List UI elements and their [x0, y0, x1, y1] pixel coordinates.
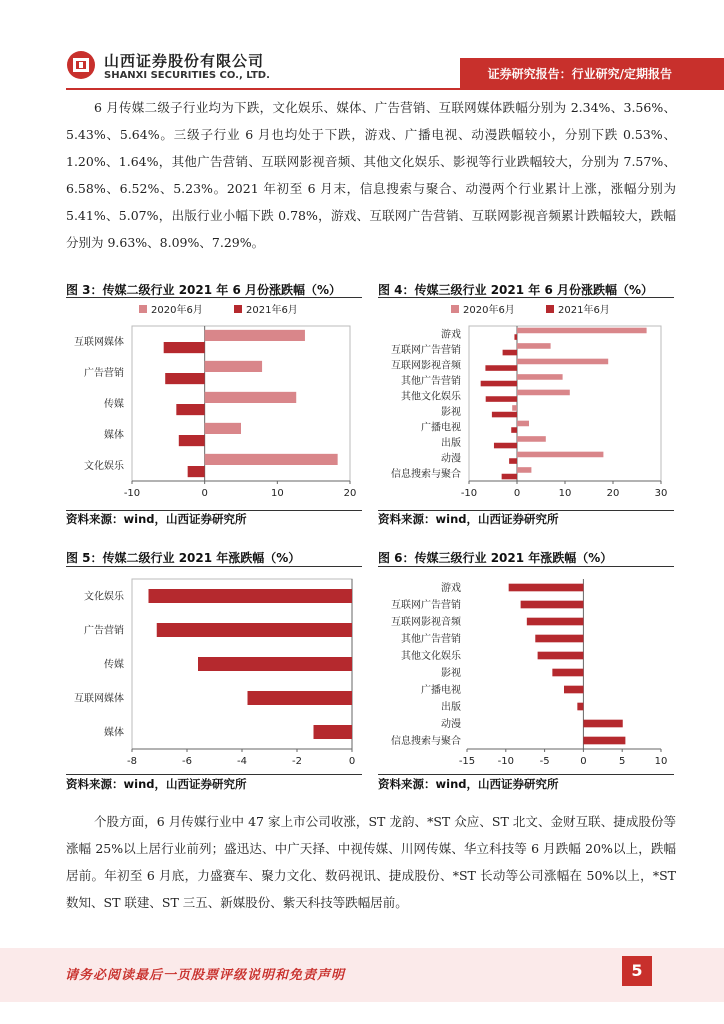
bar-2021 — [165, 373, 204, 384]
bar-2021 — [494, 443, 517, 449]
bar-2021 — [188, 466, 205, 477]
bar-2020 — [512, 405, 517, 411]
category-label: 广告营销 — [84, 625, 124, 637]
bar-2021 — [527, 618, 584, 626]
bar-2021 — [485, 365, 517, 371]
legend-swatch — [139, 305, 147, 313]
figure-6-source: 资料来源：wind，山西证券研究所 — [378, 777, 559, 791]
bar-2021 — [481, 381, 517, 387]
x-tick-label: 0 — [513, 488, 521, 499]
category-label: 文化娱乐 — [84, 461, 124, 472]
category-label: 互联网影视音频 — [391, 617, 461, 628]
figure-4-title: 图 4：传媒三级行业 2021 年 6 月份涨跌幅（%） — [378, 283, 654, 297]
page-footer — [0, 948, 724, 1002]
bar-2020 — [517, 328, 647, 334]
plot-area-frame — [469, 326, 661, 481]
legend-label: 2021年6月 — [558, 305, 610, 316]
fig6-svg — [378, 567, 674, 773]
fig5-svg — [66, 567, 362, 773]
figure-5-source: 资料来源：wind，山西证券研究所 — [66, 777, 247, 791]
bar-2021 — [503, 350, 517, 356]
bar-2021 — [492, 412, 517, 418]
bar-2020 — [205, 361, 262, 372]
x-tick-label: 20 — [606, 488, 620, 499]
company-logo-icon — [66, 50, 96, 80]
bar-2020 — [205, 392, 297, 403]
x-tick-label: 30 — [654, 488, 668, 499]
bar-2021 — [509, 584, 584, 592]
bar-2020 — [517, 436, 546, 442]
category-label: 其他广告营销 — [401, 634, 461, 645]
x-tick-label: -4 — [237, 756, 247, 767]
category-label: 互联网媒体 — [74, 337, 124, 348]
x-tick-label: -15 — [458, 756, 476, 767]
bar-2021 — [521, 601, 584, 609]
bar-2020 — [205, 454, 338, 465]
bar-2021 — [511, 427, 517, 433]
category-label: 其他文化娱乐 — [401, 651, 461, 662]
x-tick-label: 10 — [558, 488, 572, 499]
bar-2021 — [564, 686, 583, 694]
x-tick-label: -5 — [539, 756, 550, 767]
bar-2020 — [517, 359, 608, 365]
bar-2021 — [198, 657, 352, 671]
x-tick-label: -10 — [123, 488, 141, 499]
bar-2021 — [509, 458, 517, 464]
company-name-cn: 山西证券股份有限公司 — [104, 52, 265, 70]
category-label: 广播电视 — [421, 422, 461, 434]
category-label: 动漫 — [441, 719, 461, 730]
bar-2021 — [176, 404, 204, 415]
category-label: 广播电视 — [421, 685, 461, 696]
bar-2020 — [517, 421, 529, 427]
figure-3-source: 资料来源：wind，山西证券研究所 — [66, 512, 247, 526]
legend-label: 2020年6月 — [463, 305, 515, 316]
category-label: 其他文化娱乐 — [401, 391, 461, 403]
x-tick-label: -10 — [497, 756, 514, 767]
bar-2021 — [486, 396, 517, 402]
bar-2020 — [517, 343, 551, 349]
category-label: 互联网广告营销 — [391, 600, 461, 611]
legend-swatch — [451, 305, 459, 313]
x-tick-label: 5 — [619, 756, 626, 767]
x-tick-label: 10 — [270, 488, 284, 499]
figure-4-chart — [378, 298, 674, 510]
company-name-en: SHANXI SECURITIES CO., LTD. — [104, 70, 270, 81]
figure-3-title: 图 3：传媒二级行业 2021 年 6 月份涨跌幅（%） — [66, 283, 342, 297]
report-type-label: 证券研究报告：行业研究/定期报告 — [487, 67, 672, 81]
bar-2020 — [205, 330, 305, 341]
category-label: 动漫 — [441, 453, 461, 465]
bar-2021 — [577, 703, 583, 711]
category-label: 影视 — [441, 406, 461, 418]
bar-2021 — [552, 669, 583, 677]
bar-2021 — [179, 435, 205, 446]
legend-swatch — [546, 305, 554, 313]
category-label: 互联网广告营销 — [391, 344, 461, 356]
bar-2021 — [514, 334, 517, 340]
category-label: 文化娱乐 — [84, 591, 124, 603]
category-label: 互联网影视音频 — [391, 360, 461, 372]
header-divider — [66, 88, 724, 90]
x-tick-label: -8 — [127, 756, 137, 767]
bar-2020 — [517, 467, 531, 473]
x-tick-label: -10 — [460, 488, 478, 499]
legend-swatch — [234, 305, 242, 313]
page-number: 5 — [622, 956, 652, 986]
figure-3-chart — [66, 298, 362, 510]
category-label: 出版 — [441, 437, 461, 449]
category-label: 游戏 — [441, 329, 461, 341]
x-tick-label: 0 — [348, 756, 356, 767]
x-tick-label: 0 — [201, 488, 208, 499]
legend-label: 2020年6月 — [151, 305, 203, 316]
figure-5-bottom-rule — [66, 774, 362, 775]
category-label: 出版 — [441, 702, 461, 713]
figure-5-title: 图 5：传媒二级行业 2021 年涨跌幅（%） — [66, 551, 301, 565]
figure-6-bottom-rule — [378, 774, 674, 775]
bar-2020 — [517, 374, 563, 380]
body-paragraph-2: 个股方面，6 月传媒行业中 47 家上市公司收涨，ST 龙韵、*ST 众应、ST 北文、金财互联、捷成股份等涨幅 25%以上居行业前列；盛迅达、中广天择、中视传媒、川网传媒、华立科技等 6 月跌幅 20%以上，跌幅居前。年初至 6 月底，力盛赛车、聚力文化、数码视讯、捷成股份、*ST 长动等公司涨幅在 50%以上，*ST 数知、ST 联建、ST 三五、新媒股份、紫天科技等跌幅居前。 — [66, 814, 676, 910]
fig3-svg — [66, 298, 362, 510]
bar-2020 — [517, 452, 603, 458]
category-label: 信息搜索与聚合 — [391, 736, 461, 747]
fig4-svg — [378, 298, 674, 510]
bar-2021 — [164, 342, 205, 353]
category-label: 游戏 — [441, 583, 461, 594]
bar-2021 — [583, 720, 622, 728]
x-tick-label: 20 — [343, 488, 357, 499]
bar-2021 — [583, 737, 625, 745]
category-label: 互联网媒体 — [74, 693, 124, 705]
bar-2020 — [517, 390, 570, 396]
bar-2021 — [535, 635, 583, 643]
x-tick-label: 10 — [654, 756, 668, 767]
category-label: 传媒 — [104, 659, 124, 671]
category-label: 媒体 — [104, 430, 124, 441]
bar-2021 — [149, 589, 353, 603]
figure-6-chart — [378, 567, 674, 773]
figure-4-source: 资料来源：wind，山西证券研究所 — [378, 512, 559, 526]
body-paragraph-1: 6 月传媒二级子行业均为下跌，文化娱乐、媒体、广告营销、互联网媒体跌幅分别为 2.34%、3.56%、5.43%、5.64%。三级子行业 6 月也均处于下跌，游戏、广播电视、动漫跌幅较小，分别下跌 0.53%、1.20%、1.64%，其他广告营销、互联网影视音频、其他文化娱乐、影视等行业跌幅较大，分别为 7.57%、6.58%、6.52%、5.23%。2021 年初至 6 月末，信息搜索与聚合、动漫两个行业累计上涨，涨幅分别为 5.41%、5.07%，出版行业小幅下跌 0.78%，游戏、互联网广告营销、互联网影视音频累计跌幅较大，跌幅分别为 9.63%、8.09%、7.29%。 — [66, 100, 676, 250]
x-tick-label: -2 — [292, 756, 302, 767]
category-label: 广告营销 — [84, 368, 124, 379]
category-label: 信息搜索与聚合 — [391, 468, 461, 480]
bar-2021 — [314, 725, 353, 739]
category-label: 传媒 — [104, 399, 124, 410]
bar-2021 — [502, 474, 517, 480]
figure-6-title: 图 6：传媒三级行业 2021 年涨跌幅（%） — [378, 551, 613, 565]
x-tick-label: -6 — [182, 756, 192, 767]
bar-2021 — [538, 652, 584, 660]
bar-2021 — [248, 691, 353, 705]
page-header — [0, 0, 724, 92]
x-tick-label: 0 — [580, 756, 587, 767]
report-type-bar — [460, 58, 724, 88]
category-label: 媒体 — [104, 727, 124, 739]
bar-2021 — [157, 623, 352, 637]
category-label: 影视 — [441, 668, 461, 679]
legend-label: 2021年6月 — [246, 305, 298, 316]
figure-5-chart — [66, 567, 362, 773]
category-label: 其他广告营销 — [401, 375, 461, 387]
bar-2020 — [205, 423, 241, 434]
disclaimer-notice: 请务必阅读最后一页股票评级说明和免责声明 — [65, 968, 346, 983]
